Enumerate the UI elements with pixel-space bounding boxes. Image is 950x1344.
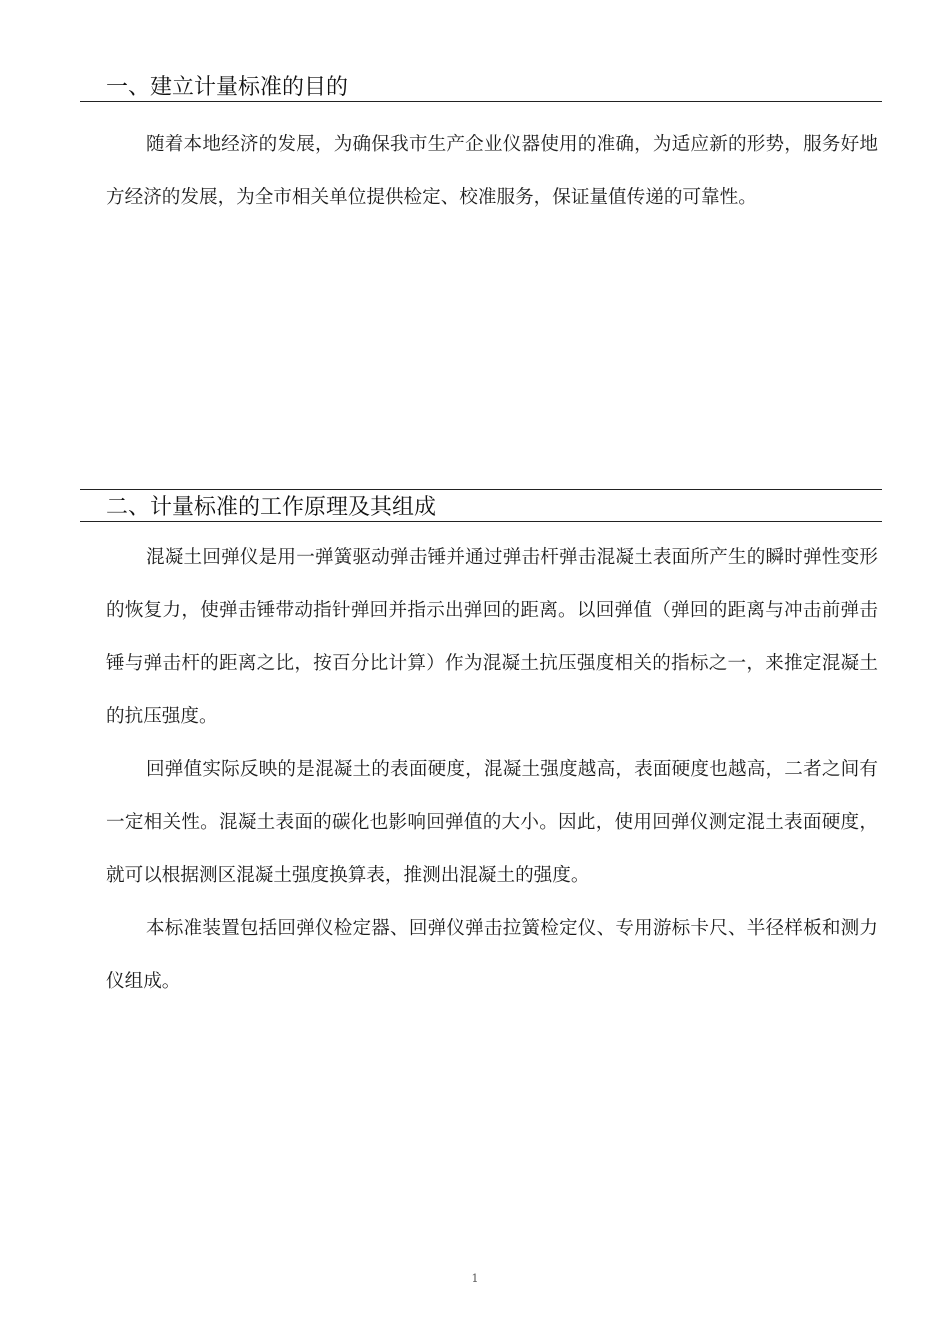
section-2-heading: 二、计量标准的工作原理及其组成 xyxy=(106,495,437,520)
section-1-heading: 一、建立计量标准的目的 xyxy=(106,75,349,100)
section-2-paragraph-3: 本标准装置包括回弹仪检定器、回弹仪弹击拉簧检定仪、专用游标卡尺、半径样板和测力仪组成。 xyxy=(106,918,878,992)
page-number: 1 xyxy=(471,1272,479,1285)
section-2-paragraph-1: 混凝土回弹仪是用一弹簧驱动弹击锤并通过弹击杆弹击混凝土表面所产生的瞬时弹性变形的恢复力，使弹击锤带动指针弹回并指示出弹回的距离。以回弹值（弹回的距离与冲击前弹击锤与弹击杆的距离之比，按百分比计算）作为混凝土抗压强度相关的指标之一，来推定混凝土的抗压强度。 xyxy=(106,547,878,727)
section-2-top-rule xyxy=(80,489,882,490)
section-2-paragraph-2: 回弹值实际反映的是混凝土的表面硬度，混凝土强度越高，表面硬度也越高，二者之间有一定相关性。混凝土表面的碳化也影响回弹值的大小。因此，使用回弹仪测定混土表面硬度，就可以根据测区混凝土强度换算表，推测出混凝土的强度。 xyxy=(106,759,878,886)
section-1-underline xyxy=(80,101,882,102)
section-1-paragraph-1: 随着本地经济的发展，为确保我市生产企业仪器使用的准确，为适应新的形势，服务好地方经济的发展，为全市相关单位提供检定、校准服务，保证量值传递的可靠性。 xyxy=(106,134,878,208)
section-2-underline xyxy=(80,521,882,522)
